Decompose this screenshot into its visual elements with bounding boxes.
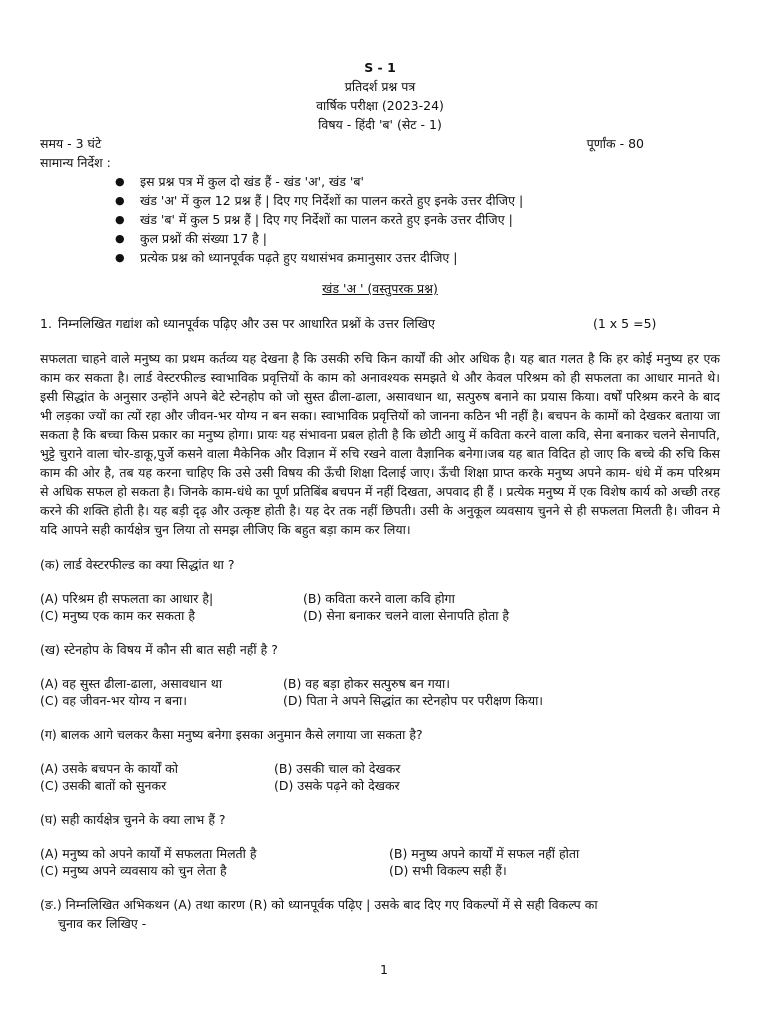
options-ga bbox=[40, 760, 720, 794]
subquestion-nga-line1: (ङ.) निम्नलिखित अभिकथन (A) तथा कारण (R) को ध्यानपूर्वक पढ़िए | उसके बाद दिए गए विकल्पों में से सही विकल्प का bbox=[40, 897, 598, 912]
option-c: (C) वह जीवन-भर योग्य न बना। bbox=[40, 693, 187, 708]
option-d: (D) सेना बनाकर चलने वाला सेनापति होता है bbox=[303, 608, 510, 623]
instruction-item: ● इस प्रश्न पत्र में कुल दो खंड हैं - खंड 'अ', खंड 'ब' bbox=[140, 172, 720, 191]
subquestion-nga bbox=[40, 895, 720, 933]
option-d: (D) उसके पढ़ने को देखकर bbox=[274, 778, 400, 793]
exam-page bbox=[40, 58, 720, 933]
reading-passage: सफलता चाहने वाले मनुष्य का प्रथम कर्तव्य यह देखना है कि उसकी रुचि किन कार्यों की ओर अधिक है। यह बात गलत है कि हर कोई मनुष्य हर एक काम कर सकता है। लार्ड वेस्टरफील्ड स्वाभाविक प्रवृत्तियों के काम को अनावश्यक समझते थे और केवल परिश्रम को ही सफलता का आधार मानते थे। इसी सिद्धांत के अनुसार उन्होंने अपने बेटे स्टेनहोप को जो सुस्त ढीला-ढाला, असावधान था, सत्पुरुष बनाने का प्रयास किया। वर्षों परिश्रम करने के बाद भी लड़का ज्यों का त्यों रहा और जीवन-भर योग्य न बन सका। स्वाभाविक प्रवृत्तियों को जानना कठिन भी नहीं है। बचपन के कामों को देखकर बताया जा सकता है कि बच्चा किस प्रकार का मनुष्य होगा। प्रायः यह संभावना प्रबल होती है कि छोटी आयु में कविता करने वाला कवि, सेना बनाकर चलने सेनापति, भुट्टे चुराने वाला चोर-डाकू,पुर्जे कसने वाला मैकेनिक और विज्ञान में रुचि रखने वाला वैज्ञानिक बनेगा।जब यह बात विदित हो जाए कि बच्चे की रुचि किस काम की ओर है, तब यह करना चाहिए कि उसे उसी विषय की ऊँची शिक्षा दिलाई जाए। ऊँची शिक्षा प्राप्त करके मनुष्य अपने काम- धंधे में कम परिश्रम से अधिक सफल हो सकता है। जिनके काम-धंधे का पूर्ण प्रतिबिंब बचपन में नहीं दिखता, अपवाद ही हैं । प्रत्येक मनुष्य में एक विशेष कार्य को अच्छी तरह करने की शक्ति होती है। यह बड़ी दृढ़ और उत्कृष्ट होती है। यह देर तक नहीं छिपती। उसी के अनुकूल व्यवसाय चुनने से ही सफलता मिलती है। जीवन मे यदि आपने सही कार्यक्षेत्र चुन लिया तो समझ लीजिए कि बहुत बड़ा काम कर लिया। bbox=[40, 351, 720, 537]
exam-title: वार्षिक परीक्षा (2023-24) bbox=[316, 98, 444, 113]
instruction-item: ● खंड 'ब' में कुल 5 प्रश्न हैं | दिए गए निर्देशों का पालन करते हुए इनके उत्तर दीजिए | bbox=[140, 210, 720, 229]
section-a-title: खंड 'अ ' (वस्तुपरक प्रश्न) bbox=[322, 281, 438, 296]
page-number: 1 bbox=[380, 962, 388, 977]
instruction-item: ● कुल प्रश्नों की संख्या 17 है | bbox=[140, 229, 720, 248]
option-c: (C) मनुष्य अपने व्यवसाय को चुन लेता है bbox=[40, 863, 227, 878]
subject-title: विषय - हिंदी 'ब' (सेट - 1) bbox=[318, 117, 442, 132]
instruction-item: ● खंड 'अ' में कुल 12 प्रश्न हैं | दिए गए निर्देशों का पालन करते हुए इनके उत्तर दीजिए | bbox=[140, 191, 720, 210]
option-a: (A) वह सुस्त ढीला-ढाला, असावधान था bbox=[40, 676, 222, 691]
subquestion-nga-line2: चुनाव कर लिखिए - bbox=[58, 916, 147, 931]
option-a: (A) मनुष्य को अपने कार्यों में सफलता मिलती है bbox=[40, 846, 257, 861]
option-a: (A) उसके बचपन के कार्यों को bbox=[40, 761, 178, 776]
option-b: (B) वह बड़ा होकर सत्पुरुष बन गया। bbox=[283, 676, 450, 691]
paper-title: प्रतिदर्श प्रश्न पत्र bbox=[344, 79, 416, 94]
option-a: (A) परिश्रम ही सफलता का आधार है| bbox=[40, 591, 214, 606]
options-ka bbox=[40, 590, 720, 624]
question-number: 1. bbox=[40, 316, 52, 331]
instruction-item: ● प्रत्येक प्रश्न को ध्यानपूर्वक पढ़ते हुए यथासंभव क्रमानुसार उत्तर दीजिए | bbox=[140, 248, 720, 267]
option-b: (B) मनुष्य अपने कार्यों में सफल नहीं होता bbox=[389, 846, 580, 861]
set-code: S - 1 bbox=[364, 60, 396, 75]
option-c: (C) मनुष्य एक काम कर सकता है bbox=[40, 608, 196, 623]
subquestion-gha: (घ) सही कार्यक्षेत्र चुनने के क्या लाभ हैं ? bbox=[40, 812, 226, 827]
options-gha bbox=[40, 845, 720, 879]
subquestion-kha: (ख) स्टेनहोप के विषय में कौन सी बात सही नहीं है ? bbox=[40, 642, 278, 657]
option-b: (B) कविता करने वाला कवि होगा bbox=[303, 591, 455, 606]
question-text: निम्नलिखित गद्यांश को ध्यानपूर्वक पढ़िए और उस पर आधारित प्रश्नों के उत्तर लिखिए bbox=[58, 316, 435, 331]
time-marks-row bbox=[40, 134, 720, 153]
subquestion-ka: (क) लार्ड वेस्टरफील्ड का क्या सिद्धांत था ? bbox=[40, 557, 235, 572]
total-marks: पूर्णांक - 80 bbox=[586, 136, 644, 151]
subquestion-ga: (ग) बालक आगे चलकर कैसा मनुष्य बनेगा इसका अनुमान कैसे लगाया जा सकता है? bbox=[40, 727, 423, 742]
instructions-list bbox=[40, 172, 720, 267]
instructions-title: सामान्य निर्देश : bbox=[40, 155, 111, 170]
option-d: (D) पिता ने अपने सिद्धांत का स्टेनहोप पर परीक्षण किया। bbox=[283, 693, 544, 708]
time-allowed: समय - 3 घंटे bbox=[40, 136, 102, 151]
option-d: (D) सभी विकल्प सही हैं। bbox=[389, 863, 507, 878]
option-b: (B) उसकी चाल को देखकर bbox=[274, 761, 401, 776]
options-kha bbox=[40, 675, 720, 709]
question-1 bbox=[40, 314, 720, 333]
question-marks: (1 x 5 =5) bbox=[593, 316, 657, 331]
option-c: (C) उसकी बातों को सुनकर bbox=[40, 778, 167, 793]
